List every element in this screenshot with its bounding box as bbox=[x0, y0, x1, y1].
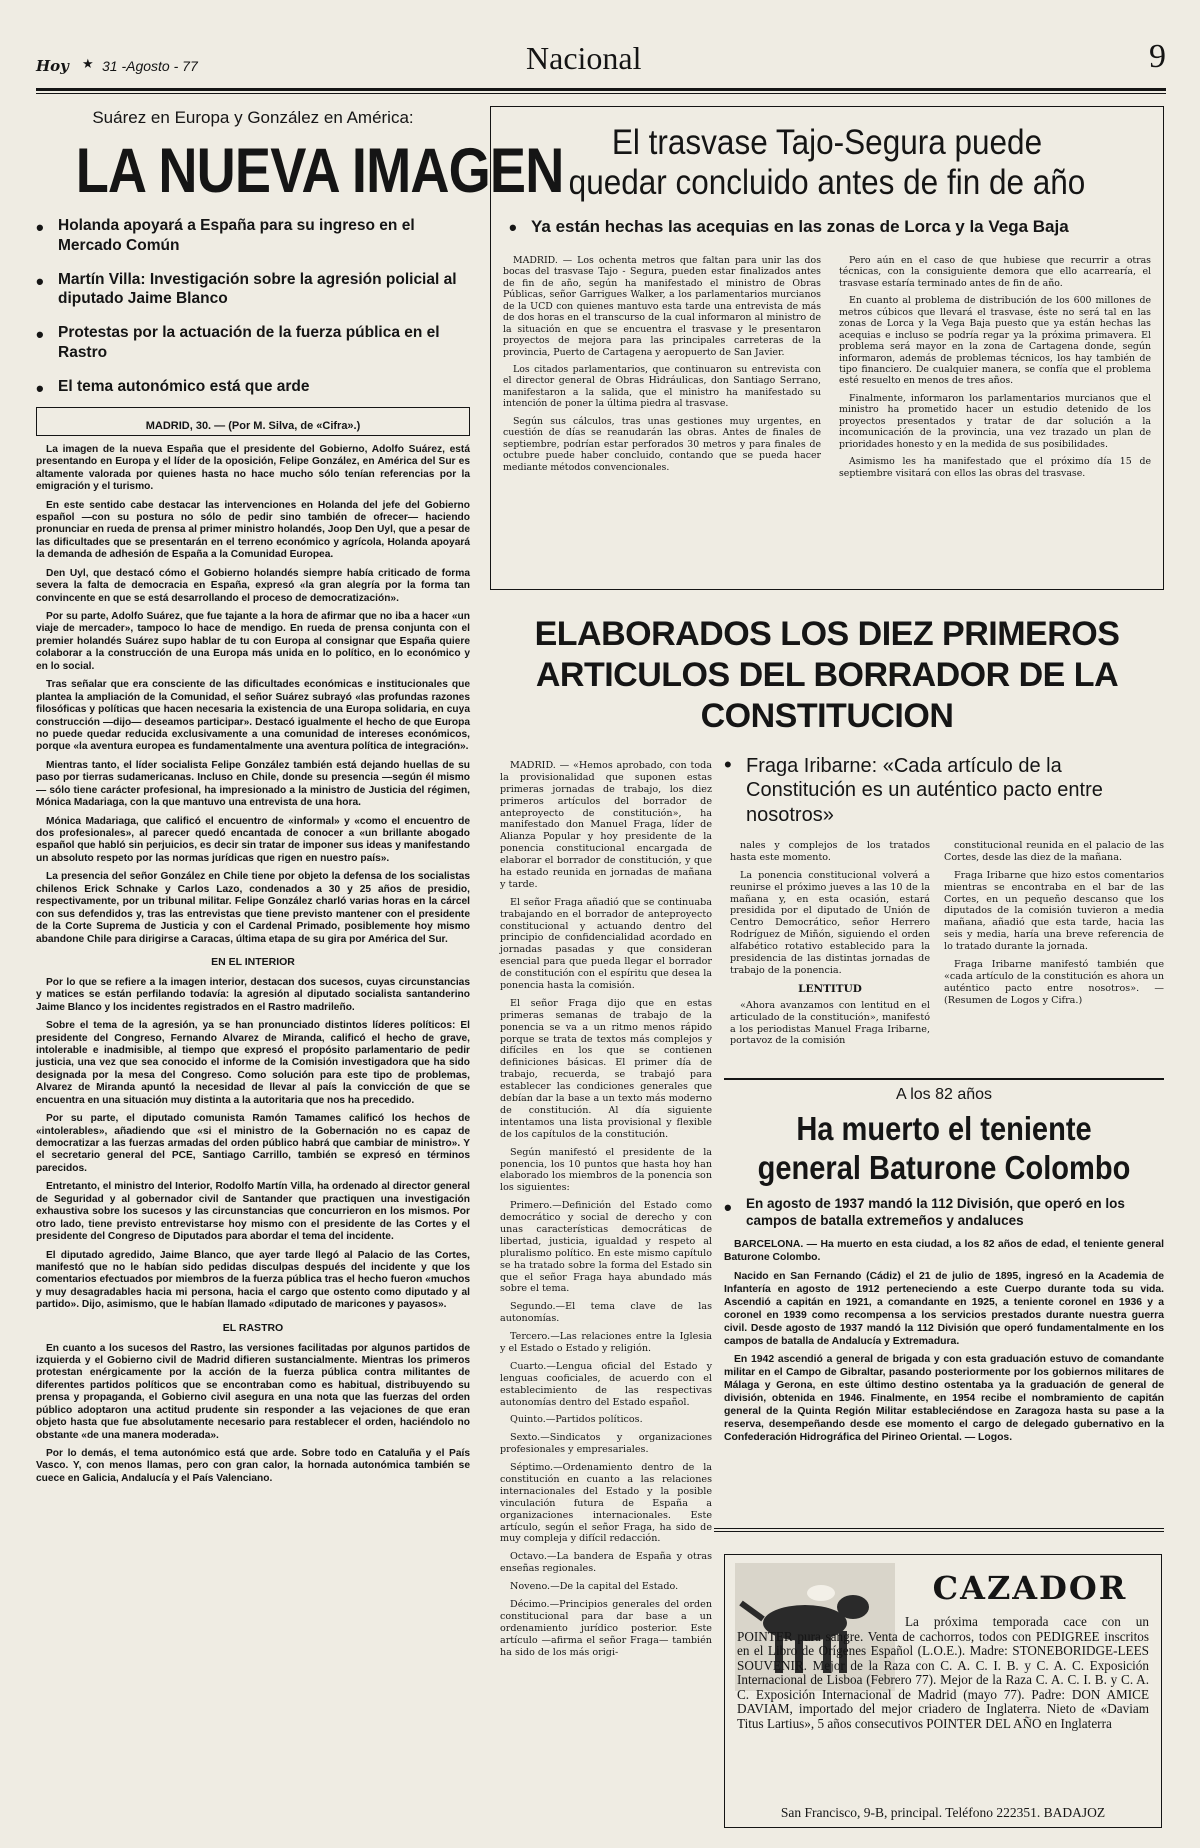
paragraph: El señor Fraga añadió que se continuaba trabajando en el borrador de anteproyecto constitucional y actuando dentro del principio de confidencialidad acordado en jornadas pasadas y que consideran esencial para que pueda llegar el borrador de constitución con el espíritu que desea la ponencia hasta la comisión. bbox=[500, 896, 712, 992]
article-kicker: Suárez en Europa y González en América: bbox=[92, 108, 414, 127]
subhead: EN EL INTERIOR bbox=[211, 955, 295, 968]
paragraph: Segundo.—El tema clave de las autonomías. bbox=[500, 1301, 712, 1325]
issue-date: 31 -Agosto - 77 bbox=[102, 58, 198, 74]
star-icon: ★ bbox=[82, 57, 94, 72]
article-bullets bbox=[36, 216, 470, 397]
constitucion-quote bbox=[724, 754, 1166, 827]
article-trasvase bbox=[490, 106, 1164, 590]
paragraph: BARCELONA. — Ha muerto en esta ciudad, a los 82 años de edad, el teniente general Baturone Colombo. bbox=[724, 1239, 1164, 1264]
paragraph: Tercero.—Las relaciones entre la Iglesia y el Estado o Estado y religión. bbox=[500, 1331, 712, 1354]
article-headline: LA NUEVA IMAGEN bbox=[75, 136, 564, 206]
section-title: Nacional bbox=[526, 40, 642, 76]
subhead: EL RASTRO bbox=[222, 1321, 284, 1334]
bullet-item: • Holanda apoyará a España para su ingreso en el Mercado Común bbox=[36, 216, 470, 256]
bullet-item: • Martín Villa: Investigación sobre la agresión policial al diputado Jaime Blanco bbox=[36, 270, 470, 310]
ad-separator bbox=[714, 1528, 1164, 1532]
paragraph: Según sus cálculos, tras unas gestiones muy urgentes, en cuestión de días se reanudarán las obras. Antes de finales de septiembre, podrían estar perforados 30 metros y para finales de octubre puede haber concluido, contando que se pueda hacer mediante métodos convencionales. bbox=[503, 415, 821, 473]
ad-title: CAZADOR bbox=[932, 1569, 1128, 1607]
paragraph: Pero aún en el caso de que hubiese que recurrir a otras técnicas, con la consiguiente demora que ello acarrearía, el trasvase estaría terminado antes de fin de año. bbox=[839, 254, 1151, 289]
baturone-bullet: • En agosto de 1937 mandó la 112 División, que operó en los campos de batalla extremeños y andaluces bbox=[724, 1196, 1164, 1229]
article-constitucion bbox=[490, 614, 1164, 736]
newspaper-logo: Hoy bbox=[36, 57, 69, 75]
trasvase-bullet: • Ya están hechas las acequias en las zonas de Lorca y la Vega Baja bbox=[509, 216, 1151, 237]
masthead bbox=[36, 40, 1166, 90]
ad-address: San Francisco, 9-B, principal. Teléfono 222351. BADAJOZ bbox=[780, 1805, 1106, 1820]
trasvase-col-1 bbox=[503, 255, 821, 485]
constitucion-col-2 bbox=[730, 840, 930, 1053]
rule bbox=[724, 1078, 1164, 1080]
quote-text: • Fraga Iribarne: «Cada artículo de la Constitución es un auténtico pacto entre nosotros» bbox=[724, 754, 1166, 827]
paragraph: MADRID. — «Hemos aprobado, con toda la provisionalidad que suponen estas primeras jornadas de trabajo, los diez primeros artículos del borrador de anteproyecto de constitución», ha manifestado don Manuel Fraga, líder de Alianza Popular y hoy presidente de la ponencia constitucional encargada de elaborar el borrador de constitución, y que ha estado reunida en jornadas de mañana y tarde. bbox=[500, 760, 712, 890]
paragraph: Por lo que se refiere a la imagen interior, destacan dos sucesos, cuyas circunstancias y matices se están perfilando todavía: la agresión al diputado socialista santanderino Jaime Blanco y los incidentes registrados en el Rastro madrileño. bbox=[36, 976, 470, 1013]
paragraph: Tras señalar que era consciente de las dificultades económicas e institucionales que plantea la ampliación de la Comunidad, el señor Suárez subrayó «las profundas razones filosóficas y políticas que hacen necesaria la existencia de una Europa solidaria, en cuya construcción —dijo— deseamos participar». Destacó igualmente el hecho de que Europa no puede quedar reducida exclusivamente a una comunidad de intereses económicos, porque «la aventura europea es fundamentalmente una aventura política de integración». bbox=[36, 679, 470, 753]
trasvase-headline: El trasvase Tajo-Segura puede quedar concluido antes de fin de año bbox=[568, 123, 1086, 203]
trasvase-col-2 bbox=[839, 255, 1151, 485]
paragraph: El señor Fraga dijo que en estas primeras semanas de trabajo de la ponencia se va a un ritmo menos rápido porque se trata de textos más complejos y difíciles en los que se contienen definiciones básicas. El primer día de trabajo, recuerda, se trabajó para establecer las condiciones generales que debían dar la base a un texto más moderno de constitución. Al día siguiente intentamos una lista provisional y flexible de los capítulos de la constitución. bbox=[500, 997, 712, 1140]
paragraph: Sexto.—Sindicatos y organizaciones profesionales y empresariales. bbox=[500, 1432, 712, 1456]
paragraph: Por su parte, el diputado comunista Ramón Tamames calificó los hechos de «intolerables», añadiendo que «si el ministro de la Gobernación no es capaz de democratizar a las fuerzas armadas del orden público habrá que cambiar de ministro». Y el secretario general del PCE, Santiago Carrillo, también se expresó en términos parecidos. bbox=[36, 1113, 470, 1174]
paragraph: Entretanto, el ministro del Interior, Rodolfo Martín Villa, ha ordenado al director general de Seguridad y al gobernador civil de Santander que practiquen una investigación exhaustiva sobre los sucesos y las circunstancias que concurrieron en los mismos. Por otro lado, tiene previsto entrevistarse hoy mismo con el presidente de las Cortes y el presidente del Congreso de Diputados para abordar el tema del incidente. bbox=[36, 1181, 470, 1243]
paragraph: Den Uyl, que destacó cómo el Gobierno holandés siempre había criticado de forma severa la falta de democracia en España, expresó «la gran alegría por la forma tan convincente en que se está desarrollando el proceso de democratización». bbox=[36, 567, 470, 604]
paragraph: Mientras tanto, el líder socialista Felipe González también está dejando huellas de su paso por tierras sudamericanas. Incluso en Chile, donde su presencia —según él mismo— sólo tiene carácter profesional, ha impresionado a la ministro de Justicia del régimen, Mónica Madariaga, con la que mantuvo una entrevista de una hora. bbox=[36, 759, 470, 809]
paragraph: Décimo.—Principios generales del orden constitucional para dar base a un ordenamiento jurídico posterior. Este artículo —afirma el señor Fraga— también ha sido de los más origi- bbox=[500, 1599, 712, 1658]
dateline: MADRID, 30. — (Por M. Silva, de «Cifra».) bbox=[145, 419, 361, 432]
paragraph: MADRID. — Los ochenta metros que faltan para unir las dos bocas del trasvase Tajo - Segura, pueden estar finalizados antes de fin de año, según ha manifestado el ministro de Obras Públicas, señor Garrigues Walker, a los parlamentarios murcianos de la UCD con quienes mantuvo esta tarde una entrevista de más de dos horas en el transcurso de la cual informaron al ministro de la situación en que se encuentra el trasvase y le presentaron proyectos de mejora para las principales carreteras de la provincia, Puerto de Cartagena y aeropuerto de San Javier. bbox=[503, 254, 821, 358]
paragraph: Mónica Madariaga, que calificó el encuentro de «informal» y «como el encuentro de dos profesionales», al parecer quedó encantada de conocer a «un brillante abogado español que habló sin perjuicios, es decir sin tratar de imponer sus ideas y manifestando un absoluto respeto por las normas jurídicas que rigen en nuestro país». bbox=[36, 815, 470, 864]
page-number: 9 bbox=[1149, 38, 1166, 75]
paragraph: Fraga Iribarne manifestó también que «cada artículo de la constitución es ahora un auténtico pacto entre nosotros». — (Resumen de Logos y Cifra.) bbox=[944, 959, 1164, 1006]
constitucion-col-3 bbox=[944, 840, 1164, 1013]
article-nueva-imagen bbox=[36, 108, 564, 1491]
baturone-headline: Ha muerto el teniente general Baturone Colombo bbox=[757, 1110, 1131, 1186]
paragraph: «Ahora avanzamos con lentitud en el articulado de la constitución», manifestó a los periodistas Manuel Fraga Iribarne, portavoz de la comisión bbox=[730, 999, 930, 1047]
header-rule-thin bbox=[36, 93, 1166, 94]
paragraph: Sobre el tema de la agresión, ya se han pronunciado distintos líderes políticos: El presidente del Congreso, Fernando Alvarez de Miranda, calificó el hecho de grave, intolerable e inadmisible, al tiempo que expresó el propósito parlamentario de pedir justicia, una vez que sea conocido el informe de la Comisión investigadora que ha sido designada por la mesa del Congreso. Como solución para este tipo de problemas, Alvarez de Miranda apuntó la necesidad de llevar al país la convicción de que se encuentra en una situación muy distinta a la autoritaria que nos ha precedido. bbox=[36, 1020, 470, 1106]
paragraph: Asimismo les ha manifestado que el próximo día 15 de septiembre visitará con ellos las obras del trasvase. bbox=[839, 456, 1151, 479]
baturone-kicker: A los 82 años bbox=[895, 1086, 993, 1103]
paragraph: Octavo.—La bandera de España y otras enseñas regionales. bbox=[500, 1551, 712, 1575]
paragraph: Por su parte, Adolfo Suárez, que fue tajante a la hora de afirmar que no iba a hacer «un viaje de mercader», tampoco lo hace de mendigo. En rueda de prensa conjunta con el premier holandés Suárez supo hablar de tu con Europa al consignar que España quiere colaborar a la construcción de una Europa más unida en lo político, en lo económico y en lo social. bbox=[36, 611, 470, 672]
paragraph: Séptimo.—Ordenamiento dentro de la constitución en cuanto a las relaciones internacionales del Estado y la posible vinculación futura de España a organizaciones internacionales. Este artículo, según el señor Fraga, ha sido de muy compleja y difícil redacción. bbox=[500, 1462, 712, 1545]
paragraph: En este sentido cabe destacar las intervenciones en Holanda del jefe del Gobierno español —con su postura no sólo de pedir sino también de ofrecer— haciendo pronunciar en rueda de prensa al primer ministro holandés, Joop Den Uyl, que a pesar de las dificultades que se presentarán en el terreno económico y agrícola, Holanda apoyará la demanda de adhesión de España a la Comunidad Europea. bbox=[36, 499, 470, 561]
header-rule bbox=[36, 88, 1166, 91]
paragraph: Por lo demás, el tema autonómico está que arde. Sobre todo en Cataluña y el País Vasco. Y, con menos llamas, pero con gran calor, la hornada autonómica también se cuece en Galicia, Andalucía y el País Valenciano. bbox=[36, 1448, 470, 1484]
paragraph: Cuarto.—Lengua oficial del Estado y lenguas cooficiales, de acuerdo con el establecimiento de las respectivas autonomías dentro del Estado español. bbox=[500, 1360, 712, 1408]
bullet-item: • El tema autonómico está que arde bbox=[36, 377, 470, 397]
paragraph: El diputado agredido, Jaime Blanco, que ayer tarde llegó al Palacio de las Cortes, manifestó que no le habían sido pedidas disculpas después del incidente y que los comentarios efectuados por miembros de la fuerza pública tras el hecho fueron «muchos y muy desagradables hacia mi persona, hacia el cargo que ostento como diputado y al partido». Dijo, asimismo, que le habían llamado «diputado de maricones y payasos». bbox=[36, 1249, 470, 1311]
paragraph: Finalmente, informaron los parlamentarios murcianos que el ministro ha prometido hacer un estudio detenido de los proyectos presentados y tratar de dar solución a la incomunicación de la provincia, una vez trazado un plan de prioridades honesto y en la medida de sus posibilidades. bbox=[839, 392, 1151, 450]
paragraph: En cuanto al problema de distribución de los 600 millones de metros cúbicos que llevará el trasvase, éste no será tal en las zonas de Lorca y la Vega Baja puesto que ya están hechas las acequias e incluso se podría regar ya la próxima primavera. El problema será mayor en la zona de Cartagena donde, según informaron, además de problemas técnicos, los hay también de tipo financiero. De cualquier manera, se confía que el problema esté resuelto en menos de tres años. bbox=[839, 295, 1151, 387]
paragraph: nales y complejos de los tratados hasta este momento. bbox=[730, 840, 930, 863]
article-body bbox=[36, 444, 470, 1486]
paragraph: Fraga Iribarne que hizo estos comentarios mientras se encontraba en el bar de las Cortes, en un pequeño descanso que los diputados de la comisión tuvieron a media mañana, añadió que esta tarde, hacia las seis y media, haría una breve referencia de lo tratado durante la jornada. bbox=[944, 869, 1164, 953]
bullet-item: • Protestas por la actuación de la fuerza pública en el Rastro bbox=[36, 323, 470, 363]
constitucion-col-1 bbox=[500, 760, 712, 1664]
ad-cazador bbox=[724, 1554, 1162, 1828]
paragraph: En 1942 ascendió a general de brigada y con esta graduación estuvo de comandante militar en el Campo de Gibraltar, pasando posteriormente por los gobiernos militares de Málaga y Gerona, en este último destino ostentaba ya la graduación de general de división, obtenida en 1946. Finalmente, en 1954 recibe el nombramiento de capitán general de la Quinta Región Militar estableciéndose en Zaragoza hasta su pase a la reserva, desempeñando desde ese momento el cargo de delegado gubernativo en la Confederación Hidrográfica del Pirineo Oriental. — Logos. bbox=[724, 1354, 1164, 1443]
paragraph: Noveno.—De la capital del Estado. bbox=[510, 1581, 679, 1593]
paragraph: constitucional reunida en el palacio de las Cortes, desde las diez de la mañana. bbox=[944, 840, 1164, 863]
paragraph: La presencia del señor González en Chile tiene por objeto la defensa de los socialistas chilenos Erick Schnake y Carlos Lazo, condenados a 30 y 25 años de presidio, respectivamente, por un tribunal militar. Felipe González charló varias horas en la cárcel con sus defendidos y, tras las entrevistas que tiene previsto mantener con el presidente de la Corte Suprema de Justicia y con el Cardenal Primado, posiblemente hoy mismo abandone Chile para dirigirse a Caracas, última etapa de su gira por América del Sur. bbox=[36, 871, 470, 945]
dateline-box bbox=[36, 407, 470, 436]
ad-text: La próxima temporada cace con un POINTER pura sangre. Venta de cachorros, todos con PEDIGREE inscritos en el Libro de Orígenes Español (L.O.E.). Madre: STONEBORIDGE-LEES SOUVENIR. Mejor de la Raza con C. A. C. I. B. y C. A. C. Exposición Internacional de Lisboa (Febrero 77). Mejor de la Raza C. A. C. I. B. y C. A. C. Exposición Internacional de Madrid (mayo 77). Padre: DON AMICE DAVIAM, importado del mejor criadero de Inglaterra. Nieto de «Daviam Titus Lartius», 5 años consecutivos POINTER DEL AÑO en Inglaterra bbox=[737, 1614, 1149, 1731]
paragraph: Primero.—Definición del Estado como democrático y social de derecho y con unas características democráticas de libertad, justicia, igualdad y respeto al pluralismo político. En este mismo capítulo se ha tratado sobre la forma del Estado sin que el señor Fraga haya abundado más sobre el tema. bbox=[500, 1200, 712, 1295]
subhead: LENTITUD bbox=[798, 982, 862, 995]
constitucion-headline: ELABORADOS LOS DIEZ PRIMEROS ARTICULOS DEL BORRADOR DE LA CONSTITUCION bbox=[534, 615, 1120, 735]
paragraph: La imagen de la nueva España que el presidente del Gobierno, Adolfo Suárez, está presentando en Europa y el líder de la oposición, Felipe González, en América del Sur es altamente valorada por quienes hasta no hace mucho sólo tenían referencias por la emigración y el turismo. bbox=[36, 443, 470, 493]
paragraph: Nacido en San Fernando (Cádiz) el 21 de julio de 1895, ingresó en la Academia de Infantería en agosto de 1912 perteneciendo a este Cuerpo durante toda su vida. Ascendió a capitán en 1921, a comandante en 1925, a teniente coronel en 1936 y a coronel en 1939 como recompensa a los servicios prestados durante nuestra guerra civil. Desde agosto de 1937 mandó la 112 División que operó fundamentalmente en los campos de batalla de Andalucía y Extremadura. bbox=[724, 1271, 1164, 1347]
paragraph: Quinto.—Partidos políticos. bbox=[510, 1414, 643, 1426]
paragraph: En cuanto a los sucesos del Rastro, las versiones facilitadas por algunos partidos de izquierda y el Gobierno civil de Madrid difieren sustancialmente. Mientras los primeros protestan enérgicamente por la acción de la fuerza pública contra militantes de diferentes partidos políticos que se encontraban como es habitual, distribuyendo su prensa y propaganda, el Gobierno civil asegura en una nota que las fuerzas del orden público adoptaron una actitud prudente sin responder a las vejaciones de que eran objeto hasta que fue absolutamente necesario para restablecer el orden, haciéndolo no obstante «de una manera moderada». bbox=[36, 1342, 470, 1441]
paragraph: La ponencia constitucional volverá a reunirse el próximo jueves a las 10 de la mañana y, en esta ocasión, estará presidida por el diputado de Unión de Centro Democrático, señor Herrero Rodríguez de Miñón, siguiendo el orden alfabético rotativo establecido para la presidencia de las distintas jornadas de trabajo de la ponencia. bbox=[730, 869, 930, 976]
article-baturone bbox=[724, 1086, 1164, 1451]
paragraph: Los citados parlamentarios, que continuaron su entrevista con el director general de Obras Hidráulicas, don Santiago Serrano, manifestaron a la salida, que el ministro ha manifestado su intención de poner la última piedra al trasvase. bbox=[503, 363, 821, 410]
paragraph: Según manifestó el presidente de la ponencia, los 10 puntos que hasta hoy han elaborado los miembros de la ponencia son los siguientes: bbox=[500, 1146, 712, 1194]
